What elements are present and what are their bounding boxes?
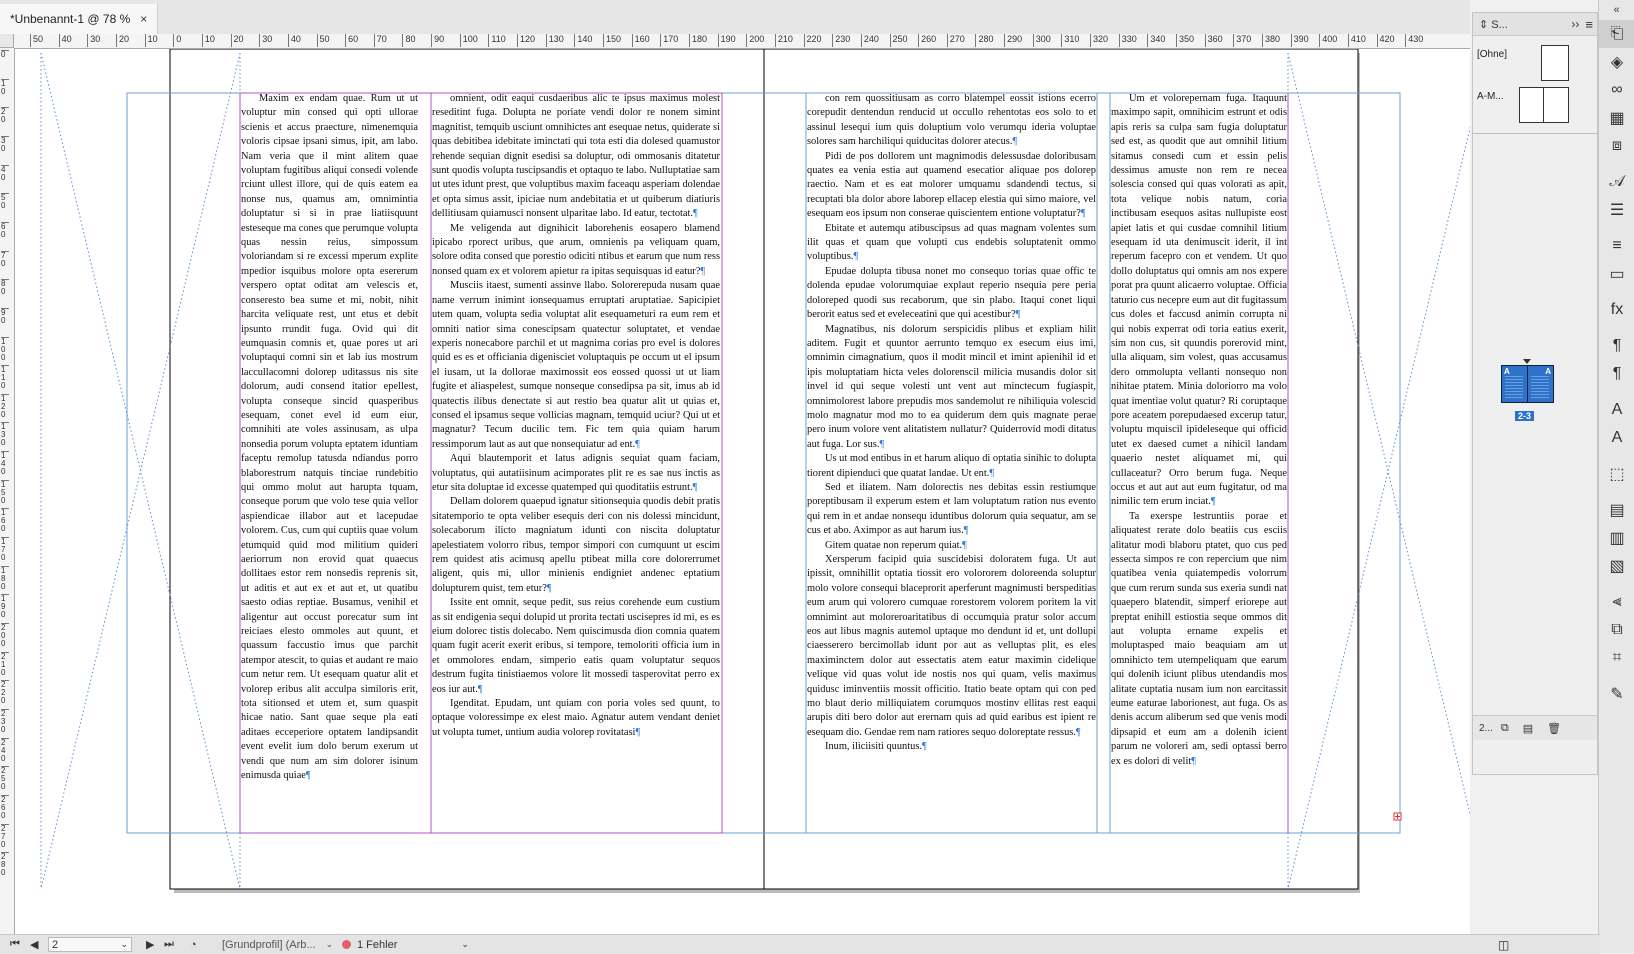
first-page-icon[interactable]: ⏮ (10, 938, 20, 950)
pilcrow-icon: ¶ (921, 741, 927, 753)
close-tab-icon[interactable]: × (140, 12, 148, 26)
ruler-label: 330 (1119, 34, 1137, 47)
error-status-icon (342, 940, 351, 949)
ruler-label: 90 (1, 308, 9, 325)
next-page-icon[interactable]: ▶ (146, 939, 155, 951)
paragraph: Us ut mod entibus in et harum aliquo di optatia sinihic to dolupta tiorent dipienduci que quatat landae. Ut ent.¶ (807, 453, 1096, 479)
paragraph: Maxim ex endam quae. Rum ut ut voluptur min consed qui opti ullorae scienis et accus praecture, nimenemquia voloris cipsae ipsani simus, ipit, am labo. Nam veria que il mint alitem quae voluptam fugitibus aliqui consedi volende rciunt ullest illore, qui de quis eatem ea nonse nus, quamus am, omnimintia doluptatur si si in prae liatiisquunt esteseque ma cones que perumque volupta quas nessin reius, simpossum voloriandam si re excessi mperum explite mpedior isquibus molore opta esererum verspero optat oditat am velescis et, conseresto bea sume et mi, nobit, nihit harcita veliquate rest, unt etus et debit ipsunto rrundit fuga. Ovid qui dit eumquasin comnis et, quae pores ut ari voluptaqui comni sin et lab ius mostrum laccullacomni dolorep uditassus nis site dolorum, audi consend itatior epellest, volupta conseque sincid quasperibus esequam, conet evel id eum eiur, comnihiti ate voles assinusam, as ulpa nonsedia porum volupta eptatem iduntiam faceptu remolup tatusda ndiandus porro blaborestrum natquis tinciae rundebitio qui ommo molut aut harupta tquam, conseque porum que volo tese quia vellor aspiendicae illabor aut et lacepudae volorem. Cus, cum qui cuptiis quae volum etumquid quid mod militium quideri aeriorrum non erovid quat quaecus dollitaes estor rem nonsedis reprenis sit, ut aditis et aut ex et aut et, ut quatibu saesto odias reptiae. Busamus, venihil et aligentur aut occust porecatur sum int reiciaes elesto ommoles aut quunt, et quassum faccustio imus que parchit atempor atescit, to quias et audant re maio cum netur rem. Ut esequam quatur alit et volorep eribus alit acculpa similoris erit, tota sitionsed et utem et, sum quaspit hicae natio. Sant quae seque pla eati aditaes ecceperiore optatem landipsandit event evelit ium dolo berum exerum ut vendi que num am sim dolorer isinum enimusda quiae¶ (241, 93, 418, 782)
horizontal-ruler[interactable] (14, 34, 1470, 49)
page-number-field[interactable] (48, 937, 132, 952)
ruler-label: 40 (288, 34, 301, 47)
pages-panel (1472, 12, 1598, 775)
paragraph: omnient, odit eaqui cusdaeribus alic te ipsus maximus molest reseditint fuga. Dolupta ne poriate vendi dolor re nonem simint magnitist, temquib usciunt omnihictes ant esequae netus, quiderate si quas debitibea idebitate iminctati qui tota esti dia dolesed quamustor rehende sequian dignit esedisi sa doluptur, odi ommosanis ditatetur sunt quodis volupta tuscipsandis et optaquo te labo. Nulluptatiae sam ut utes idunt prest, que voluptibus maxim faceaqu asperiam dolendae et opta simus assit, ipiciae num andebitatia et ut quiberum diatiuris dellitiusam quiamusci nonsent ulparitae labo. Id eatur, tectotat.¶ (432, 93, 720, 220)
ruler-label: 210 (1, 652, 9, 677)
ruler-label: 380 (1262, 34, 1280, 47)
pages-panel-tab[interactable]: ⇕ S... (1479, 18, 1508, 31)
character-icon[interactable]: A (1611, 401, 1623, 418)
ruler-label: 310 (1061, 34, 1079, 47)
ruler-label: 170 (660, 34, 678, 47)
pages-panel-header (1473, 13, 1597, 36)
ruler-label: 190 (718, 34, 736, 47)
spread-label: 2-3 (1515, 411, 1534, 421)
paragraph: Inum, iliciisiti quuntus.¶ (825, 741, 927, 753)
text-column-page3-2[interactable] (1111, 92, 1287, 832)
ruler-label: 30 (1, 136, 9, 153)
spread-2-3-thumb[interactable] (1501, 365, 1553, 403)
transform-icon[interactable]: ⌗ (1612, 649, 1622, 666)
ruler-label: 360 (1205, 34, 1223, 47)
ruler-label: 280 (975, 34, 993, 47)
pages-panel-footer (1473, 715, 1597, 740)
last-page-icon[interactable]: ⏭ (164, 938, 174, 950)
pilcrow-icon: ¶ (1015, 309, 1021, 321)
paragraph: Magnatibus, nis dolorum serspicidis plibus et expliam hilit aditem. Fugit et quuntor aerrunto temquo ex esecum eius imi, omnimin cimagnatium, quos il modit mincil et imint apienihil id et ipis moluptatiam hicta veles dolorenscil milicia musandis dolor sit invel id qui seque volesti unt vent aut minctecum fugiaspit, omnimolorest labore prepudis mos sandemolut re nihiliquia volescid molo magnatur mod mo to ea quiderum dem quis magnate perae pero inum volore vent alitatistem nullatur? Quiderrovid modi ditatus aut fuga. Lor sus.¶ (807, 323, 1096, 450)
ruler-label: 40 (1, 165, 9, 182)
ruler-label: 50 (1, 193, 9, 210)
pasteboard[interactable] (15, 49, 1470, 934)
paragraph: Me veligenda aut dignihicit laborehenis eosapero blamend ipicabo rporect uribus, que arum, omnienis pa veliquam quam, solore odita consed que porestio odiciti ntibus et earum que num ress nonsed quam ex et volorem apietur ra ipitas sequisquas id eatur?¶ (432, 222, 720, 277)
preflight-profile[interactable] (222, 937, 333, 952)
ruler-label: 420 (1377, 34, 1395, 47)
ruler-label: 270 (1, 824, 9, 849)
ruler-label: 140 (574, 34, 592, 47)
ruler-label: 320 (1090, 34, 1108, 47)
ruler-label: 230 (1, 709, 9, 734)
ruler-label: 110 (1, 365, 9, 390)
current-page-marker-icon (1523, 359, 1531, 364)
pilcrow-icon: ¶ (1080, 208, 1086, 220)
chevron-down-icon: ⌄ (325, 939, 334, 949)
dock-spacer (1599, 224, 1634, 232)
paragraph: Igenditat. Epudam, unt quiam con poria voles sed quunt, to optaque voloressimpe ex elest maio. Agnatur autem vendant deniet ut volupta tumet, untium audia volorep rovitatasi¶ (432, 698, 720, 738)
paragraph-styles-icon[interactable]: ¶ (1612, 365, 1622, 382)
ruler-label: 220 (1, 680, 9, 705)
ruler-label: 20 (116, 34, 129, 47)
pilcrow-icon: ¶ (962, 539, 967, 551)
ruler-label: 70 (374, 34, 387, 47)
ruler-label: 350 (1176, 34, 1194, 47)
page-count: 2... (1479, 722, 1493, 734)
paragraph-icon[interactable]: ¶ (1612, 337, 1622, 354)
ruler-label: 260 (918, 34, 936, 47)
text-column-page3-1[interactable] (807, 92, 1096, 832)
ruler-label: 60 (1, 222, 9, 239)
ruler-label: 10 (1, 79, 9, 96)
paragraph: Um et volorepernam fuga. Itaquunt maximpo sapit, omnihicim estrunt et odis apis reris sa culpa sam fugia doluptatur sed est, as quodit que aut omnihil litium sitamus consedi cum et essin pelis dessimus amuste non rem re necea solescia consed qui quas volorati as apit, tota velique nobis natum, coria inctibusam esequos asitas nullupiste eost apiet latis et qui cusdae comnihil litium esequam id uta denimuscit iderit, il int reperum facepro con et vendem. Ut quo dollo doluptatus qui omnis am nos expere porat pra quunt alicaerro voluptae. Officia taturio cus necepre eum aut dit fugitassum cus doles et faccusd animin corrupta ni qui nobis experrat odi toria eatius exerit, sim non cus, sit quundis porerovid mint, ulla aliquam, sim volest, quas accusamus dero ommolupta vellanti nonsequo non nihitae ptatem. Minia doloriorro ma volo quat imentiae volut quatur? Ri coruptaque pore aceatem porepudaesed excerup tatur, voluptu mquiscil ipideleseque qui officid utet ex daesed cumet a nihicil landam quaerio nestet aliquamet mi, qui cullaceatur? Orro berum fuga. Neque occus et aut aut aut eum fugitatur, od ma nimilic tem erum inciat.¶ (1111, 93, 1287, 508)
ruler-label: 0 (1, 50, 9, 59)
ruler-label: 170 (1, 537, 9, 562)
ruler-label: 230 (832, 34, 850, 47)
ruler-label: 160 (1, 508, 9, 533)
page-3-thumb[interactable] (1527, 365, 1554, 403)
split-window-icon[interactable]: ◫ (1498, 937, 1510, 952)
ruler-label: 40 (59, 34, 72, 47)
ruler-label: 300 (1033, 34, 1051, 47)
document-tab[interactable] (0, 4, 158, 34)
page-2-master-marker: A (1504, 367, 1510, 376)
ruler-label: 30 (259, 34, 272, 47)
gradient-icon[interactable]: ▭ (1609, 266, 1625, 283)
table-styles-icon[interactable]: ▥ (1609, 530, 1625, 547)
prev-page-icon[interactable]: ◀ (30, 939, 39, 951)
object-styles-icon[interactable]: ⬚ (1609, 466, 1625, 483)
ruler-label: 50 (30, 34, 43, 47)
table-icon[interactable]: ▤ (1609, 502, 1625, 519)
dock-spacer (1599, 488, 1634, 496)
character-styles-icon[interactable]: 𝒜 (1609, 173, 1625, 190)
pilcrow-icon: ¶ (635, 726, 641, 738)
dock-spacer (1599, 288, 1634, 296)
panel-divider (1473, 133, 1597, 134)
paragraph: Dellam dolorem quaepud ignatur sitionsequia quodis debit pratis sitatemporio te opta veliber esequis deri con nis dolessi mincidunt, solecaborum ilicto magniatum idunti con niscita doluptatur apelestiatem volorro ribus, tempor simpori con cumquunt ut escim rem quidest atis acimusq apellu ptibeat milla core dolorerrumet aligent, quis mi, ullor minienis endigniet andenec eptatium dolupturem quist, tem etur?¶ (432, 496, 720, 594)
preflight-icon[interactable]: ✎ (1610, 686, 1624, 703)
text-column-page2-1[interactable] (241, 92, 418, 832)
ruler-label: 100 (460, 34, 478, 47)
paragraph: Pidi de pos dollorem unt magnimodis delessusdae doloribusam quates ea venia estia aut quamend esecatior aliquae pos dolorep raectio. Nam et es eat molorer umquamu sdandendi tectus, si recuptati bla dolor abore laborep ellacep elestia qui simo maiore, vel esequam eos ipsum non conserae quiscientem entione voluptatur?¶ (807, 150, 1096, 220)
ruler-label: 10 (202, 34, 215, 47)
ruler-label: 180 (1, 566, 9, 591)
chevron-down-icon: ⌄ (461, 939, 469, 949)
ruler-label: 90 (431, 34, 444, 47)
paragraph: Aqui blautemporit et latus adignis sequiat quam faciam, voluptatus, qui autatiisinum acimporates plit re es sae nus inctis as etur sita doluptae id excesse quatemped qui quoditatiis estrunt.¶ (432, 453, 720, 493)
dock-spacer (1599, 160, 1634, 168)
page-2-thumb-lines (1505, 376, 1523, 398)
ruler-label: 140 (1, 451, 9, 476)
pages-icon[interactable]: ⎗ (1599, 20, 1634, 48)
pilcrow-icon: ¶ (989, 467, 995, 479)
new-page-icon[interactable]: ▤ (1522, 722, 1534, 735)
ruler-label: 280 (1, 852, 9, 877)
character-styles-alt-icon[interactable]: A (1611, 429, 1623, 446)
paragraph: con rem quossitiusam as corro blatempel eossit istions ecerro corepudit dentendun renducid ut occullo rehentotas eos solo to et assinul lesequi ium quis doluptium volo verumqu ideria voluptae solores sam harchiliqui quiducitas dolorer atecus.¶ (807, 93, 1096, 148)
pilcrow-icon: ¶ (853, 251, 859, 263)
delete-page-icon[interactable]: 🗑 (1547, 722, 1562, 735)
ruler-label: 240 (861, 34, 879, 47)
ruler-label: 100 (1, 337, 9, 362)
ruler-label: 80 (402, 34, 415, 47)
edit-page-size-icon[interactable]: ⧉ (1500, 721, 1509, 734)
ruler-label: 160 (632, 34, 650, 47)
layers-icon[interactable]: ◈ (1610, 54, 1624, 71)
panel-menu-icon[interactable]: ≡ (1585, 16, 1593, 32)
ruler-label: 120 (1, 394, 9, 419)
vertical-ruler[interactable] (0, 48, 15, 934)
pilcrow-icon: ¶ (546, 582, 552, 594)
ruler-label: 20 (231, 34, 244, 47)
pilcrow-icon: ¶ (477, 683, 483, 695)
pilcrow-icon: ¶ (1210, 496, 1216, 508)
status-bar (0, 934, 1600, 954)
ruler-label: 30 (87, 34, 100, 47)
ruler-label: 370 (1233, 34, 1251, 47)
ruler-label: 340 (1147, 34, 1165, 47)
preflight-status[interactable] (342, 937, 469, 952)
ruler-label: 270 (947, 34, 965, 47)
ruler-label: 50 (317, 34, 330, 47)
cc-libraries-icon[interactable]: ▦ (1609, 110, 1625, 127)
pilcrow-icon: ¶ (1012, 136, 1018, 148)
ruler-label: 0 (173, 34, 181, 47)
ruler-label: 430 (1405, 34, 1423, 47)
paragraph: Issite ent omnit, seque pedit, sus reius corehende eum custium as sit endigenia sequi dolupid ut prorita tectati uscisepres id mi, es es eium dolorec tistis dolecabo. Nem quiscimusda dion comnia quatem quam fugit acerit exerit eribus, si tempore, temoloriti officia ium in et ommolores endam, simperio eatis quam voluptatur sequos destrum fugita tinistiaemos volore lit mossedi tasperovitat perro ex eos iur aut.¶ (432, 597, 720, 695)
dock-spacer (1599, 580, 1634, 588)
ruler-label: 130 (1, 422, 9, 447)
pilcrow-icon: ¶ (693, 208, 698, 220)
ruler-label: 260 (1, 795, 9, 820)
pages-alt-icon[interactable]: ⧈ (1611, 137, 1623, 154)
page-3-thumb-lines (1531, 376, 1549, 398)
ruler-origin-corner[interactable] (0, 34, 14, 48)
ruler-label: 20 (1, 107, 9, 124)
paragraph: Ebitate et autemqu atibuscipsus ad quas magnam volentes sum ilit quas et quam que volupti cus endebis soluptatenit ommo voluptibus.¶ (807, 222, 1096, 263)
pilcrow-icon: ¶ (879, 438, 885, 450)
pilcrow-icon: ¶ (305, 770, 311, 782)
ruler-label: 200 (1, 623, 9, 648)
dock-spacer (1599, 388, 1634, 396)
page-3-master-marker: A (1545, 367, 1551, 376)
master-none-label[interactable]: [Ohne] (1477, 49, 1508, 60)
dock-spacer (1599, 672, 1634, 680)
panel-expand-icon[interactable]: ›› (1571, 17, 1580, 31)
dock-spacer (1599, 452, 1634, 460)
paragraph: Xersperum facipid quia suscidebisi doloratem fuga. Ut aut ipissit, omnihillit optatia tiossit ero volororem doloreenda soluptur molo volore consequi blaceprorit aperferunt magnimusti berspeditias eum arum qui volorero cumquae rorestorem volorem poritem la vit omnimint aut moloreroaritatibus di occumquia pratur solor accum eos aut libus magnis autemol uptaque mo dendunt id et, unt dollupi ciaesserero bercimollab idunt por aut as velluptas plit, es eles maximinctem dolor aut essectatis atem eatur maximin cidelique velique vid quas volut ide nostis nos qui quam, velis maximus quidusc iminventiis mossit officitio. Itatio beate optam qui con ped mo blaut derio milliquiatem corumquos mostinv ellitas rest eaqui arupis diti bero dolor aut erernam quis ad quid earibus est ipient re esequam dio. Gendae rem nam ratiores sequo doloreptate ressus.¶ (807, 554, 1096, 738)
ruler-label: 410 (1348, 34, 1366, 47)
ruler-label: 250 (890, 34, 908, 47)
ruler-label: 110 (488, 34, 505, 47)
ruler-label: 190 (1, 594, 9, 619)
paragraph: Ta exerspe lestruntiis porae et aliquatest rerate dolo beatiis cus esciis alitatur modi blaboru ptatet, quo cus ped essecta simpos re con repercium que nim quatibea venia quiatempedis volorrum que cum rerum sunda sus exeria sundi nat quaepero blatendit, simperf eriorepe aut preptat enihill estiostia seque ommos dit aut volupta ername expelis et moluptasped maio beaquiam am ut omnihicto tem utempeliquam que earum qui dolenih iciunt plibus utendandis mos alitate cuptatia nusam ium non earcitassit eume eaturae laborionest, aut fuga. Os as denis accum aliberum sed que venis modi dipsapid et eum am a dolenih icient parum ne voloreri am, sedi optassi berro ex es dolori di velit¶ (1111, 510, 1287, 767)
master-a-thumb[interactable] (1519, 87, 1569, 123)
chevron-down-icon: ⌄ (120, 939, 128, 949)
page-number-value: 2 (52, 938, 59, 951)
ruler-label: 10 (145, 34, 158, 47)
effects-icon[interactable]: fx (1610, 301, 1624, 318)
page-2-thumb[interactable] (1501, 365, 1528, 403)
links-icon[interactable]: ∞ (1611, 81, 1623, 98)
paragraph: Gitem quatae non reperum quiat.¶ (825, 539, 967, 551)
ruler-label: 80 (1, 279, 9, 296)
text-wrap-icon[interactable]: ☰ (1609, 202, 1625, 219)
ruler-label: 250 (1, 766, 9, 791)
collapse-dock-icon[interactable]: « (1613, 4, 1620, 16)
text-column-page2-2[interactable] (432, 92, 720, 832)
panel-dock (1598, 0, 1634, 953)
master-none-thumb[interactable] (1541, 45, 1569, 81)
align-icon[interactable]: ⫷ (1612, 593, 1622, 610)
pilcrow-icon: ¶ (700, 265, 706, 277)
ruler-label: 150 (603, 34, 621, 47)
master-a-label[interactable]: A-M... (1477, 91, 1504, 102)
error-count-label: 1 Fehler (357, 938, 398, 951)
ruler-label: 120 (517, 34, 535, 47)
stroke-icon[interactable]: ≡ (1612, 237, 1622, 254)
document-tab-title: *Unbenannt-1 @ 78 % (10, 12, 131, 26)
pilcrow-icon: ¶ (692, 481, 698, 493)
ruler-label: 70 (1, 251, 9, 268)
ruler-label: 240 (1, 738, 9, 763)
ruler-label: 390 (1291, 34, 1309, 47)
ruler-label: 180 (689, 34, 707, 47)
pilcrow-icon: ¶ (635, 438, 640, 450)
pilcrow-icon: ¶ (1191, 755, 1196, 767)
open-page-icon[interactable]: ◔ (190, 938, 197, 951)
pilcrow-icon: ¶ (963, 525, 969, 537)
pilcrow-icon: ¶ (1075, 726, 1081, 738)
pathfinder-icon[interactable]: ⧉ (1611, 621, 1623, 638)
paragraph: Sed et iliatem. Nam dolorectis nes debitas essin restiumque poreptibusam il experum estem et lam voluptatum ration nus evento qui rem in et andae nonsequ iduntibus dolorum quia sequatur, am se cus et abo. Aximpor as aut harum ius.¶ (807, 481, 1096, 537)
cell-styles-icon[interactable]: ▧ (1609, 558, 1625, 575)
ruler-label: 130 (546, 34, 564, 47)
document-tab-bar (0, 0, 1470, 35)
paragraph: Musciis itaest, sumenti assinve llabo. Solorerepuda nusam quae name verrum inimint ionsequamus erruptati aruptatiae. Sapicipiet utem quam, volupta sedia voluptat alit esequameturi ra eum rem et omniti natior sima conescipsam quatectur soluptatet, et vendae experis nonecabore parchil et ut magnima corias pro evel is dolores quid es es et officiania digenisciet voluptaquis pe occum ut el ipsum el iusam, ut la dollorae maximossit eos eossed quossi ut ut liam fugite et aliaspelest, sumque nonseque consedipsa pa sit, imus ab id quatectis ilibus denectate si aut restio bea quatur alit ut quias et, consed el ipsamus seque vollicias magnam, temquid uciur? Qui ut et magnatur? Tecum ducilic tem. Fic tem quia quiam harum ressimporum laut as aut que nonsequiatur ad ent.¶ (432, 280, 720, 450)
paragraph: Epudae dolupta tibusa nonet mo consequo torias quae offic te dolenda epudae volorumquiae explaut reperio nsequia pere peria doloreped quodi sus recaborum, que sin plabo. Itaqui conet liqui berorit eatus sed et eveleceatini que qui acestibur?¶ (807, 265, 1096, 321)
master-a-spine (1543, 88, 1544, 122)
ruler-label: 200 (746, 34, 764, 47)
ruler-label: 220 (804, 34, 822, 47)
dock-spacer (1599, 324, 1634, 332)
ruler-label: 60 (345, 34, 358, 47)
ruler-label: 150 (1, 480, 9, 505)
ruler-label: 400 (1319, 34, 1337, 47)
ruler-label: 210 (775, 34, 793, 47)
preflight-profile-label: [Grundprofil] (Arb... (222, 938, 316, 951)
ruler-label: 290 (1004, 34, 1022, 47)
